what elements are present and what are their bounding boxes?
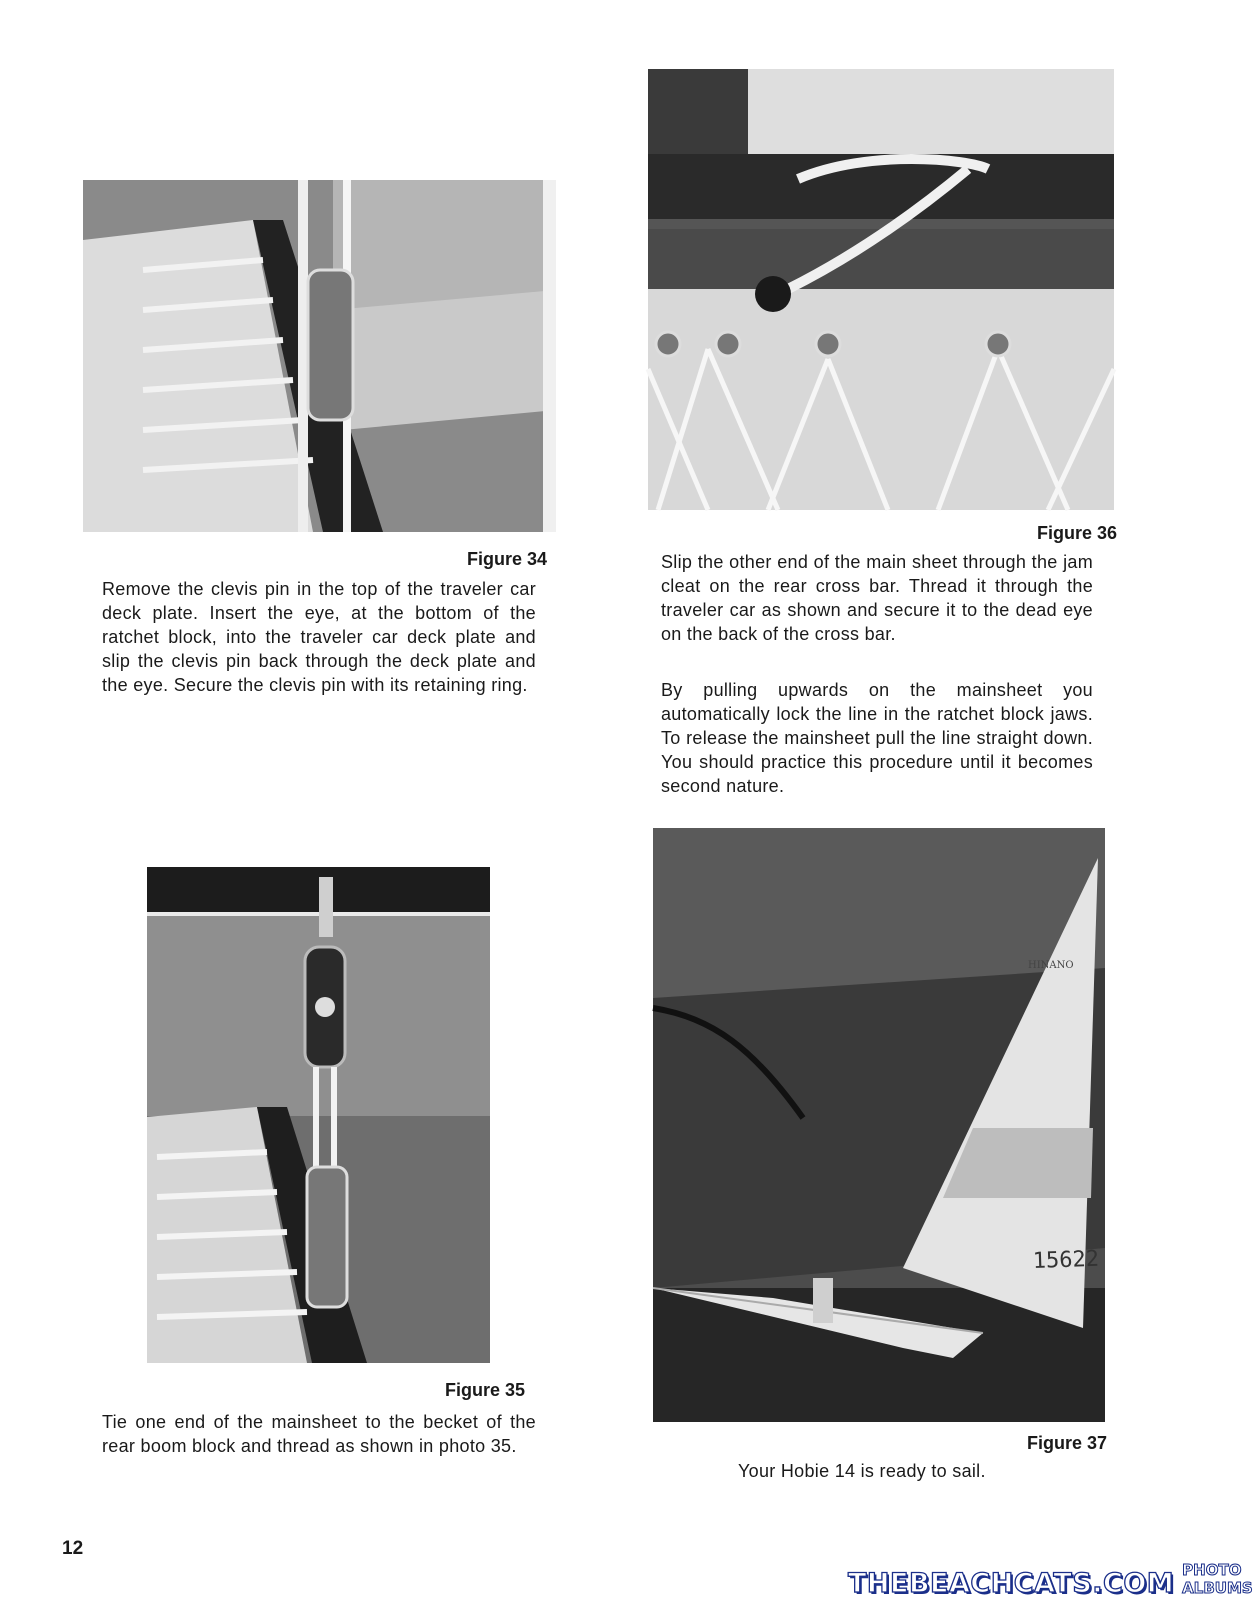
figure-36-text-2: By pulling upwards on the mainsheet you automatically lock the line in the ratchet block jaws. To release the mainsheet pull the line straight down. You should practice this procedure until it becomes second nature.: [661, 680, 1093, 796]
watermark-sub: PHOTO ALBUMS: [1182, 1561, 1253, 1597]
sail-number: 15622: [1032, 1246, 1100, 1274]
page-number: 12: [62, 1538, 84, 1559]
figure-34-caption: Figure 34: [466, 549, 547, 569]
figure-36-caption: Figure 36: [1036, 523, 1117, 543]
sail-brand: HINANO: [1028, 960, 1074, 971]
figure-35-text: Tie one end of the mainsheet to the becket of the rear boom block and thread as shown in photo 35.: [102, 1412, 536, 1456]
figure-37-text: Your Hobie 14 is ready to sail.: [738, 1461, 986, 1481]
figure-35-photo: [147, 867, 490, 1363]
figure-34-photo: [83, 180, 556, 532]
figure-36-photo: [648, 69, 1114, 510]
figure-36-text-1: Slip the other end of the main sheet through the jam cleat on the rear cross bar. Thread it through the traveler car as shown and secure it to the dead eye on the back of the cross bar.: [661, 552, 1093, 644]
figure-35-caption: Figure 35: [444, 1380, 525, 1400]
watermark[interactable]: [848, 1561, 1253, 1599]
figure-37-photo: [653, 828, 1105, 1422]
watermark-main: THEBEACHCATS.COM: [848, 1568, 1175, 1599]
figure-34-text: Remove the clevis pin in the top of the traveler car deck plate. Insert the eye, at the bottom of the ratchet block, into the traveler car deck plate and slip the clevis pin back through the deck plate and the eye. Secure the clevis pin with its retaining ring.: [102, 579, 536, 695]
figure-37-caption: Figure 37: [1026, 1433, 1107, 1453]
